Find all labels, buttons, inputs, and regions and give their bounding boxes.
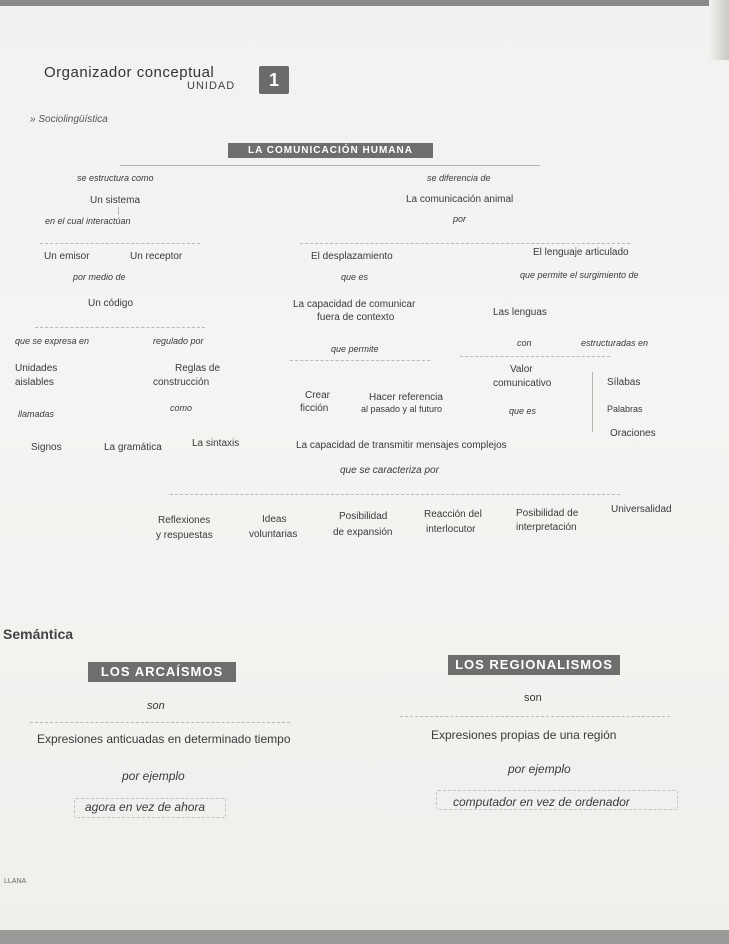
unit-number-badge: 1 bbox=[259, 66, 289, 94]
connector-line bbox=[40, 243, 200, 244]
feature-reaccion-line2: interlocutor bbox=[426, 524, 476, 535]
unit-label: UNIDAD bbox=[187, 80, 236, 92]
page-title: Organizador conceptual bbox=[44, 64, 215, 81]
arcaismos-example: agora en vez de ahora bbox=[85, 800, 206, 814]
concept-ficcion: ficción bbox=[300, 403, 329, 414]
feature-universalidad: Universalidad bbox=[611, 504, 672, 515]
connector-text: por medio de bbox=[73, 272, 126, 282]
concept-crear: Crear bbox=[305, 390, 331, 401]
connector-text: en el cual interactúan bbox=[45, 216, 131, 226]
connector-text: como bbox=[170, 403, 193, 413]
connector-line bbox=[290, 360, 430, 361]
regionalismos-banner: LOS REGIONALISMOS bbox=[448, 655, 620, 675]
concept-unidades-line2: aislables bbox=[15, 377, 54, 388]
main-concept-banner: LA COMUNICACIÓN HUMANA bbox=[228, 143, 433, 158]
connector-text: con bbox=[517, 338, 532, 348]
concept-palabras: Palabras bbox=[607, 404, 643, 414]
feature-reflexiones-line2: y respuestas bbox=[156, 530, 213, 541]
connector-text: que se expresa en bbox=[15, 336, 90, 346]
connector-text: por bbox=[453, 214, 467, 224]
connector-text: por ejemplo bbox=[508, 762, 571, 776]
feature-posibilidad-expansion-line2: de expansión bbox=[333, 527, 393, 538]
section-title-semantica: Semántica bbox=[3, 626, 74, 642]
feature-ideas-line2: voluntarias bbox=[249, 529, 298, 540]
concept-sintaxis: La sintaxis bbox=[192, 438, 240, 449]
concept-silabas: Sílabas bbox=[607, 377, 641, 388]
connector-text: son bbox=[147, 700, 165, 712]
connector-text: que permite bbox=[331, 344, 379, 354]
connector-text: se diferencia de bbox=[427, 173, 491, 183]
concept-referencia: Hacer referencia bbox=[369, 392, 443, 403]
concept-lenguaje-articulado: El lenguaje articulado bbox=[533, 247, 629, 258]
concept-oraciones: Oraciones bbox=[610, 428, 656, 439]
connector-line bbox=[592, 372, 593, 432]
connector-line bbox=[118, 207, 119, 215]
connector-text: que permite el surgimiento de bbox=[520, 270, 639, 280]
feature-interpretacion: Posibilidad de bbox=[516, 508, 579, 519]
arcaismos-banner: LOS ARCAÍSMOS bbox=[88, 662, 236, 682]
concept-mensajes-complejos: La capacidad de transmitir mensajes complejos bbox=[296, 440, 507, 451]
concept-reglas: Reglas de bbox=[175, 363, 221, 374]
concept-receptor: Un receptor bbox=[130, 251, 183, 262]
concept-desplazamiento: El desplazamiento bbox=[311, 251, 393, 262]
connector-line bbox=[460, 356, 610, 357]
connector-text: son bbox=[524, 692, 542, 704]
scan-bottom-edge bbox=[0, 930, 729, 944]
concept-lenguas: Las lenguas bbox=[493, 307, 547, 318]
concept-valor: Valor bbox=[510, 364, 533, 375]
connector-text: llamadas bbox=[18, 409, 55, 419]
page-corner bbox=[709, 0, 729, 60]
connector-line bbox=[170, 494, 620, 495]
arcaismos-definition: Expresiones anticuadas en determinado tiempo bbox=[37, 732, 291, 746]
connector-line bbox=[400, 716, 670, 717]
concept-capacidad-comunicar: La capacidad de comunicar bbox=[293, 299, 416, 310]
scan-top-edge bbox=[0, 0, 729, 6]
connector-text: por ejemplo bbox=[122, 769, 185, 783]
connector-text: estructuradas en bbox=[581, 338, 649, 348]
feature-reflexiones: Reflexiones bbox=[158, 515, 211, 526]
concept-unidades: Unidades bbox=[15, 363, 58, 374]
connector-text: se estructura como bbox=[77, 173, 154, 183]
connector-text: que es bbox=[509, 406, 537, 416]
concept-reglas-line2: construcción bbox=[153, 377, 210, 388]
concept-fuera-contexto: fuera de contexto bbox=[317, 312, 395, 323]
connector-line bbox=[120, 165, 540, 166]
concept-pasado-futuro: al pasado y al futuro bbox=[361, 404, 443, 414]
concept-comunicativo: comunicativo bbox=[493, 378, 552, 389]
connector-text: regulado por bbox=[153, 336, 204, 346]
connector-line bbox=[35, 327, 205, 328]
concept-signos: Signos bbox=[31, 442, 62, 453]
regionalismos-example: computador en vez de ordenador bbox=[453, 795, 630, 809]
concept-sistema: Un sistema bbox=[90, 195, 141, 206]
feature-posibilidad-expansion: Posibilidad bbox=[339, 511, 388, 522]
regionalismos-definition: Expresiones propias de una región bbox=[431, 728, 617, 742]
connector-text: que es bbox=[341, 272, 369, 282]
concept-comunicacion-animal: La comunicación animal bbox=[406, 194, 514, 205]
concept-emisor: Un emisor bbox=[44, 251, 90, 262]
connector-line bbox=[30, 722, 290, 723]
concept-codigo: Un código bbox=[88, 298, 134, 309]
topic-label: » Sociolingüística bbox=[30, 114, 108, 125]
footer-mark: LLANA bbox=[4, 878, 27, 885]
feature-reaccion: Reacción del bbox=[424, 509, 482, 520]
concept-gramatica: La gramática bbox=[104, 442, 162, 453]
connector-line bbox=[300, 243, 630, 244]
connector-text: que se caracteriza por bbox=[340, 465, 439, 476]
feature-interpretacion-line2: interpretación bbox=[516, 522, 577, 533]
feature-ideas: Ideas bbox=[262, 514, 287, 525]
